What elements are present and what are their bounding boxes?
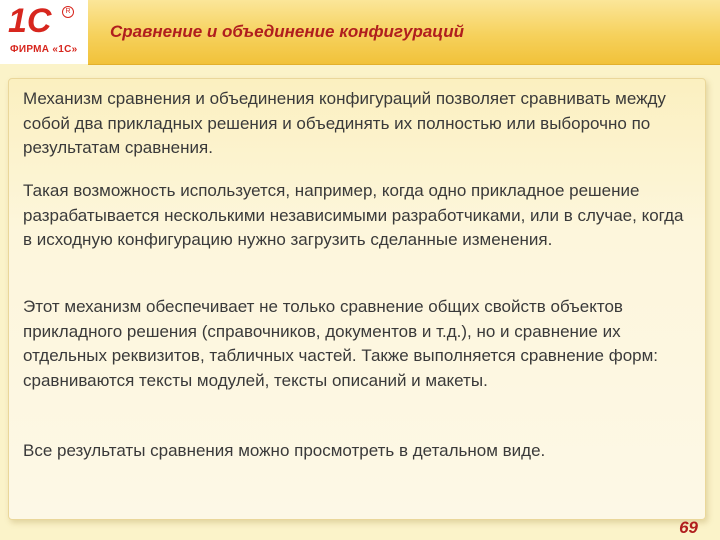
paragraph-1: Механизм сравнения и объединения конфигураций позволяет сравнивать между собой два прикладных решения и объединять их полностью или выборочно по результатам сравнения.	[23, 89, 666, 157]
content-panel	[8, 78, 706, 520]
paragraph-2: Такая возможность используется, например, когда одно прикладное решение разрабатывается несколькими независимыми разработчиками, или в случае, когда в исходную конфигурацию нужно загрузить сделанные изменения.	[23, 181, 684, 249]
slide-title: Сравнение и объединение конфигураций	[110, 22, 465, 41]
page-number: 69	[679, 518, 698, 537]
logo-caption: ФИРМА «1С»	[10, 44, 78, 55]
paragraph-4: Все результаты сравнения можно просмотреть в детальном виде.	[23, 441, 546, 460]
header-bar	[88, 0, 720, 65]
paragraph-3: Этот механизм обеспечивает не только сравнение общих свойств объектов прикладного решения (справочников, документов и т.д.), но и сравнение их отдельных реквизитов, табличных частей. Также выполняется сравнение форм: сравниваются тексты модулей, тексты описаний и макеты.	[23, 297, 659, 390]
registered-icon: R	[62, 6, 74, 18]
logo	[0, 0, 88, 64]
logo-mark: 1С	[8, 2, 52, 40]
